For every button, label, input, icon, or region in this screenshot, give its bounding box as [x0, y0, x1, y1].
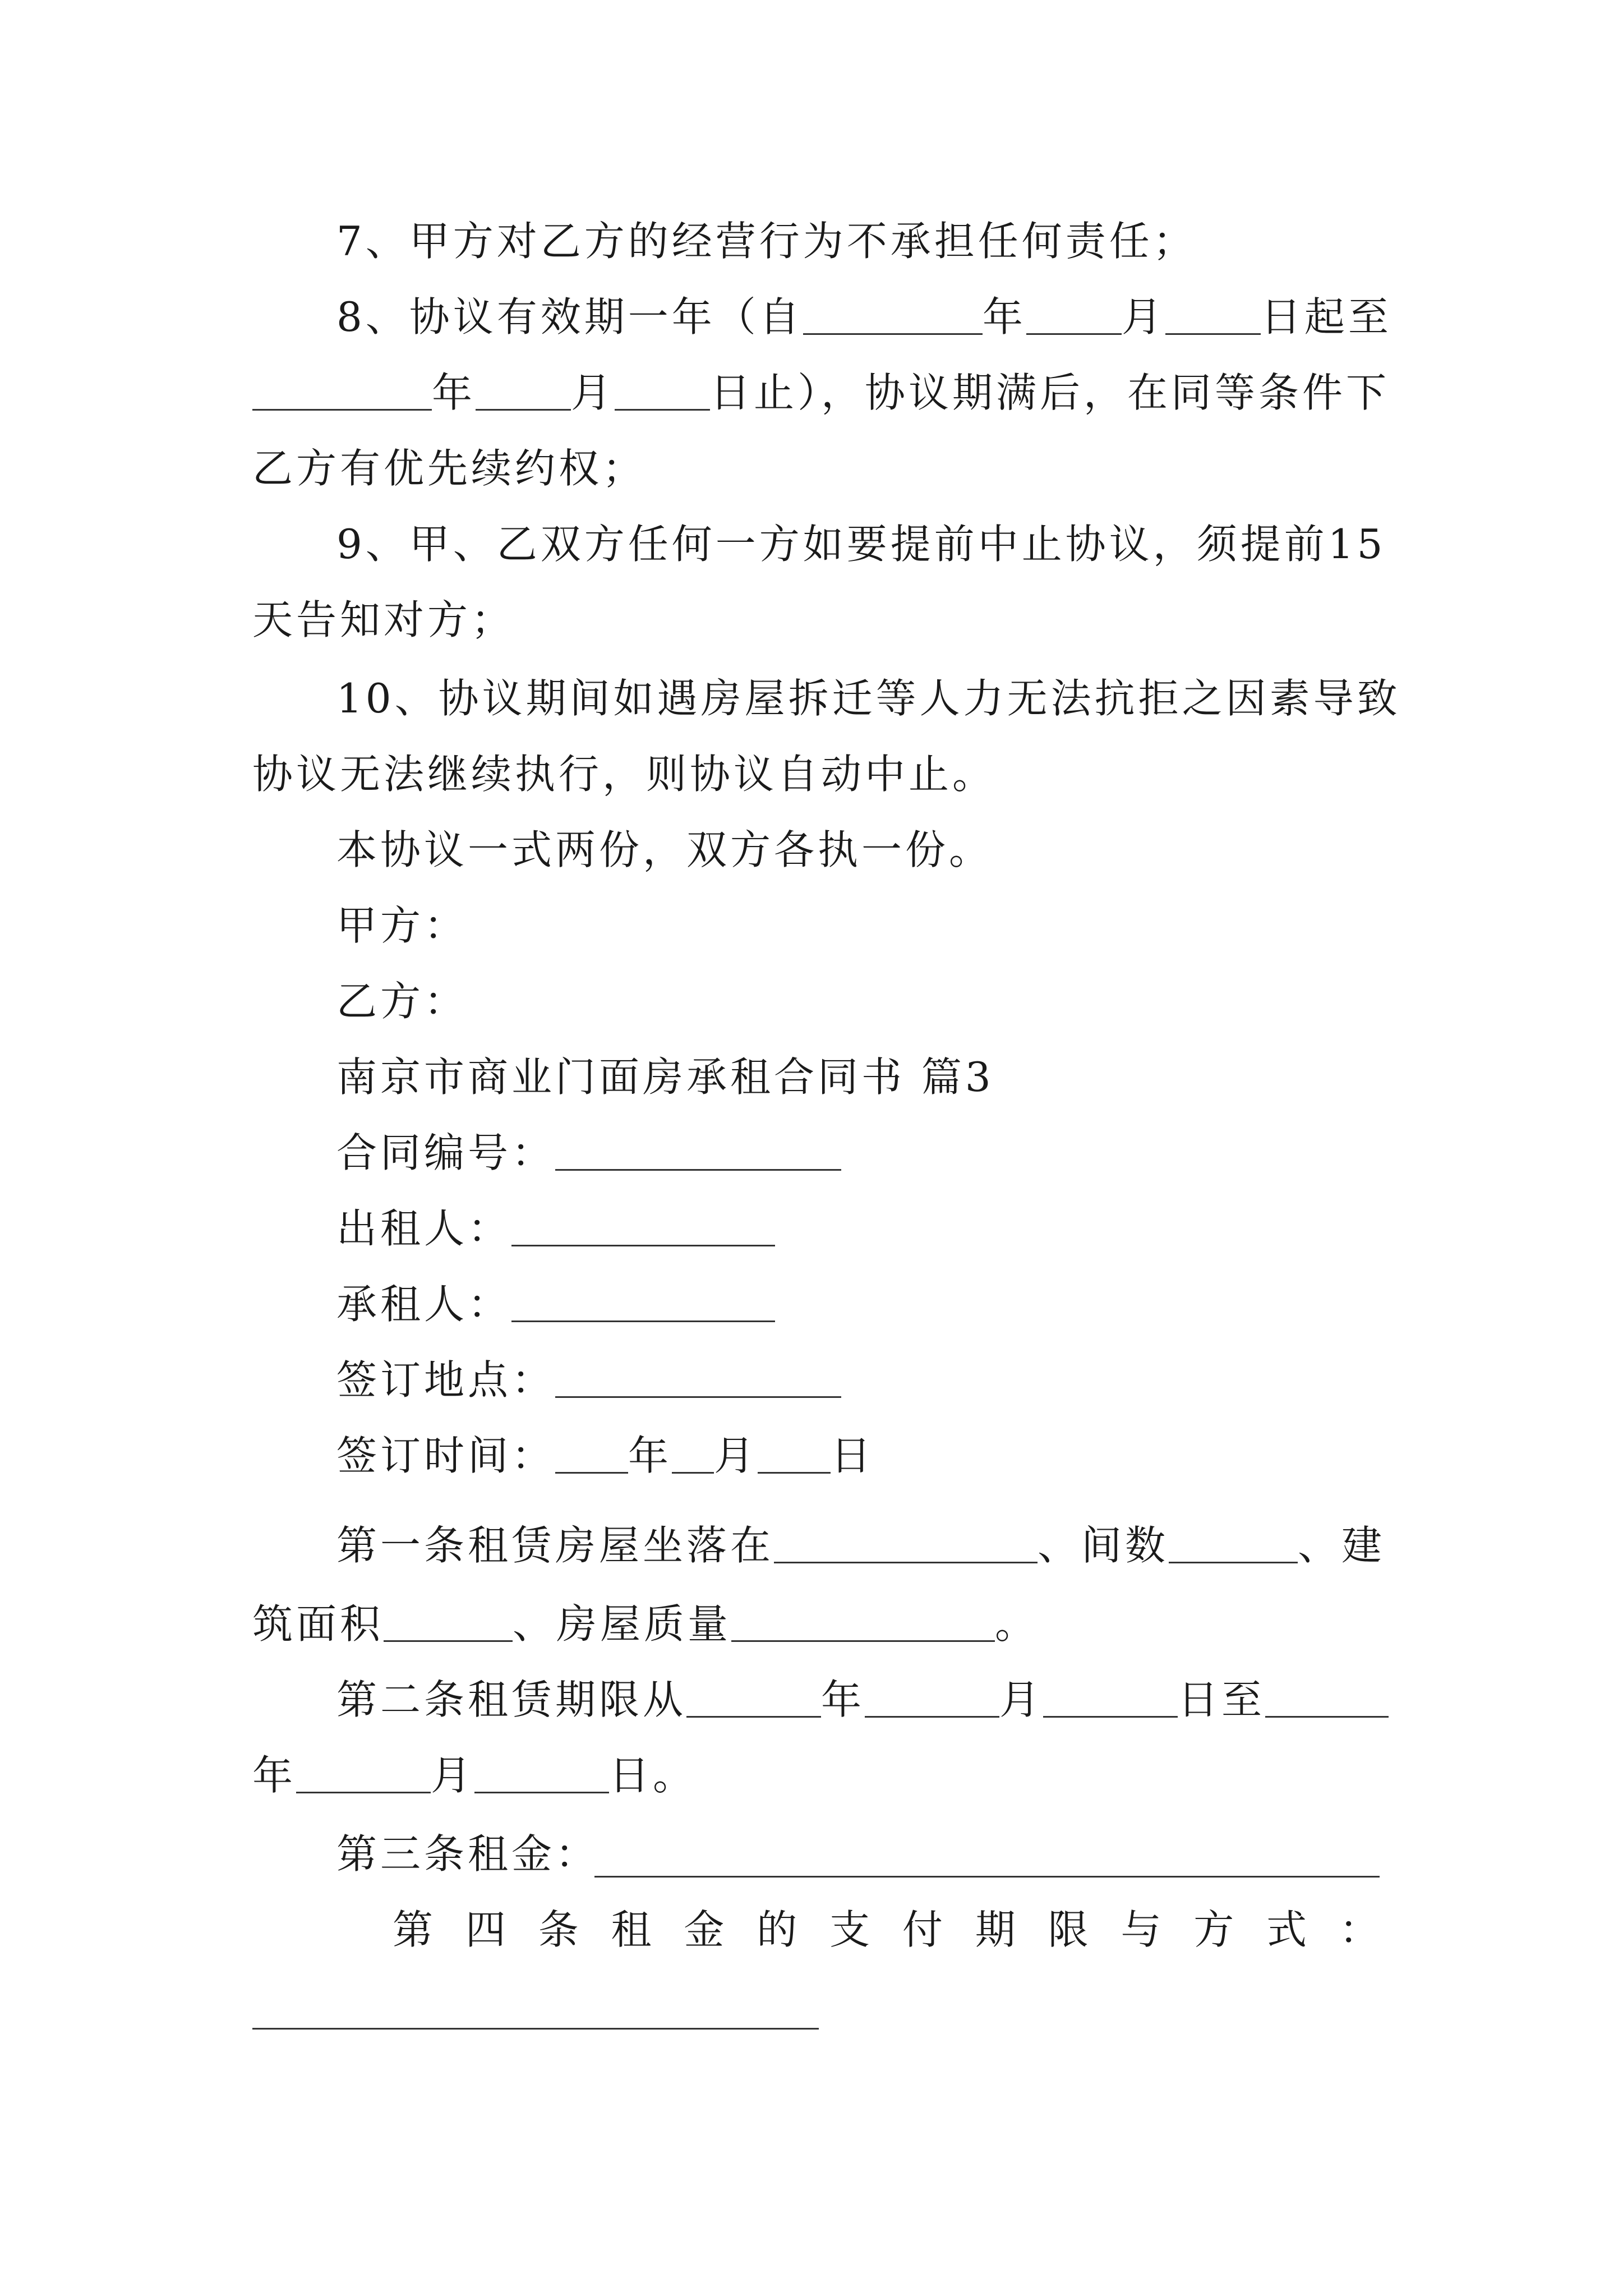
month-blank[interactable]	[672, 1425, 714, 1474]
article-4-char: 式	[1266, 1906, 1307, 1953]
article-1-line-1	[336, 1515, 1386, 1576]
lessee-label: 承租人：	[336, 1281, 512, 1328]
lessee-blank[interactable]	[511, 1273, 775, 1322]
clause-8-text-a: 8、协议有效期一年（自	[336, 293, 803, 341]
contract-number-blank[interactable]	[555, 1122, 841, 1171]
clause-8-text-h: 乙方有优先续约权；	[252, 445, 647, 492]
article-1-line-2	[252, 1593, 1380, 1655]
article-4-char: 条	[538, 1906, 579, 1953]
month-blank[interactable]	[296, 1745, 431, 1793]
sign-place-blank[interactable]	[555, 1349, 841, 1398]
article-4-char: 方	[1193, 1906, 1234, 1953]
party-a-signature	[336, 895, 1380, 956]
article-4-char: 限	[1048, 1906, 1089, 1953]
rooms-blank[interactable]	[1169, 1515, 1298, 1563]
day-blank[interactable]	[758, 1425, 831, 1474]
article-2-text-c: 月	[999, 1676, 1044, 1723]
article-2-text-a: 第二条租赁期限从	[336, 1676, 687, 1723]
quality-blank[interactable]	[731, 1593, 995, 1642]
lessor-label: 出租人：	[336, 1205, 512, 1252]
month-blank[interactable]	[865, 1669, 999, 1718]
contract-number-label: 合同编号：	[336, 1129, 556, 1176]
article-4-row	[393, 1899, 1380, 1961]
lessee-row	[336, 1273, 1380, 1335]
contract-number-row	[336, 1122, 1380, 1184]
article-4-char: 第	[393, 1906, 434, 1953]
sign-time-row	[336, 1425, 1380, 1487]
clause-8-text-c: 月	[1121, 293, 1165, 341]
year-blank[interactable]	[803, 286, 983, 335]
year-blank[interactable]	[555, 1425, 628, 1474]
clause-9-line-2	[252, 589, 1380, 651]
article-4-char: 付	[902, 1906, 943, 1953]
clause-8-line-2	[252, 362, 1390, 424]
clause-9-line-1	[336, 513, 1386, 575]
party-b-signature	[336, 970, 1380, 1032]
clause-8-text-g: 日止），协议期满后，在同等条件下	[710, 369, 1390, 416]
party-b-label: 乙方：	[336, 978, 468, 1025]
article-4-char: ：	[1339, 1906, 1380, 1953]
clause-8-text-d: 日起至	[1260, 293, 1392, 341]
copies-statement	[336, 819, 1380, 881]
section-title	[336, 1046, 1380, 1108]
lessor-row	[336, 1198, 1380, 1259]
year-blank[interactable]	[686, 1669, 821, 1718]
sign-place-row	[336, 1349, 1380, 1411]
clause-7	[336, 210, 1380, 272]
article-2-line-1	[336, 1669, 1380, 1731]
article-4-char: 期	[975, 1906, 1016, 1953]
clause-10-line-2	[252, 743, 1380, 805]
day-blank[interactable]	[1165, 286, 1261, 335]
article-2-text-e: 年	[252, 1752, 297, 1799]
location-blank[interactable]	[774, 1515, 1038, 1563]
article-4-char: 四	[465, 1906, 506, 1953]
month-blank[interactable]	[1026, 286, 1122, 335]
sign-place-label: 签订地点：	[336, 1356, 556, 1404]
article-4-char: 与	[1121, 1906, 1161, 1953]
article-2-text-f: 月	[431, 1752, 475, 1799]
clause-8-text-b: 年	[982, 293, 1026, 341]
article-2-text-b: 年	[821, 1676, 865, 1723]
article-4-char: 租	[611, 1906, 652, 1953]
day-blank[interactable]	[615, 362, 710, 411]
contract-title: 南京市商业门面房承租合同书 篇3	[336, 1053, 994, 1101]
clause-8-line-1	[336, 286, 1392, 348]
article-3-label: 第三条租金：	[336, 1830, 600, 1878]
rent-blank[interactable]	[594, 1876, 1380, 1878]
year-blank[interactable]	[252, 362, 432, 411]
clause-8-text-f: 月	[571, 369, 615, 416]
article-4-char: 的	[757, 1906, 797, 1953]
clause-9-text-a: 9、甲、乙双方任何一方如要提前中止协议，须提前15	[336, 521, 1386, 568]
article-1-text-f: 。	[995, 1600, 1039, 1648]
article-4-char: 支	[829, 1906, 870, 1953]
sign-time-label: 签订时间：	[336, 1432, 556, 1479]
day-blank[interactable]	[1043, 1669, 1178, 1718]
clause-8-text-e: 年	[432, 369, 476, 416]
article-2-line-2	[252, 1745, 1380, 1806]
sign-time-month: 月	[714, 1432, 758, 1479]
area-blank[interactable]	[384, 1593, 513, 1642]
clause-10-text-a: 10、协议期间如遇房屋拆迁等人力无法抗拒之因素导致	[336, 675, 1401, 722]
article-1-text-d: 筑面积	[252, 1600, 384, 1648]
sign-time-year: 年	[628, 1432, 672, 1479]
day-blank[interactable]	[474, 1745, 609, 1793]
year-blank[interactable]	[1265, 1669, 1389, 1718]
article-1-text-e: 、房屋质量	[513, 1600, 732, 1648]
clause-8-line-3	[252, 438, 1380, 499]
article-4-char: 金	[684, 1906, 725, 1953]
clause-10-text-b: 协议无法继续执行，则协议自动中止。	[252, 751, 997, 798]
copies-text: 本协议一式两份，双方各执一份。	[336, 826, 993, 873]
clause-10-line-1	[336, 668, 1401, 729]
lessor-blank[interactable]	[511, 1198, 775, 1246]
payment-terms-blank[interactable]	[252, 2028, 819, 2030]
article-1-text-a: 第一条租赁房屋坐落在	[336, 1522, 774, 1569]
month-blank[interactable]	[476, 362, 571, 411]
article-2-text-d: 日至	[1178, 1676, 1266, 1723]
party-a-label: 甲方：	[336, 902, 468, 949]
clause-7-text: 7、甲方对乙方的经营行为不承担任何责任；	[336, 218, 1197, 265]
article-1-text-b: 、间数	[1038, 1522, 1169, 1569]
article-2-text-g: 日。	[609, 1752, 697, 1799]
sign-time-day: 日	[831, 1432, 875, 1479]
clause-9-text-b: 天告知对方；	[252, 596, 515, 643]
article-1-text-c: 、建	[1298, 1522, 1386, 1569]
